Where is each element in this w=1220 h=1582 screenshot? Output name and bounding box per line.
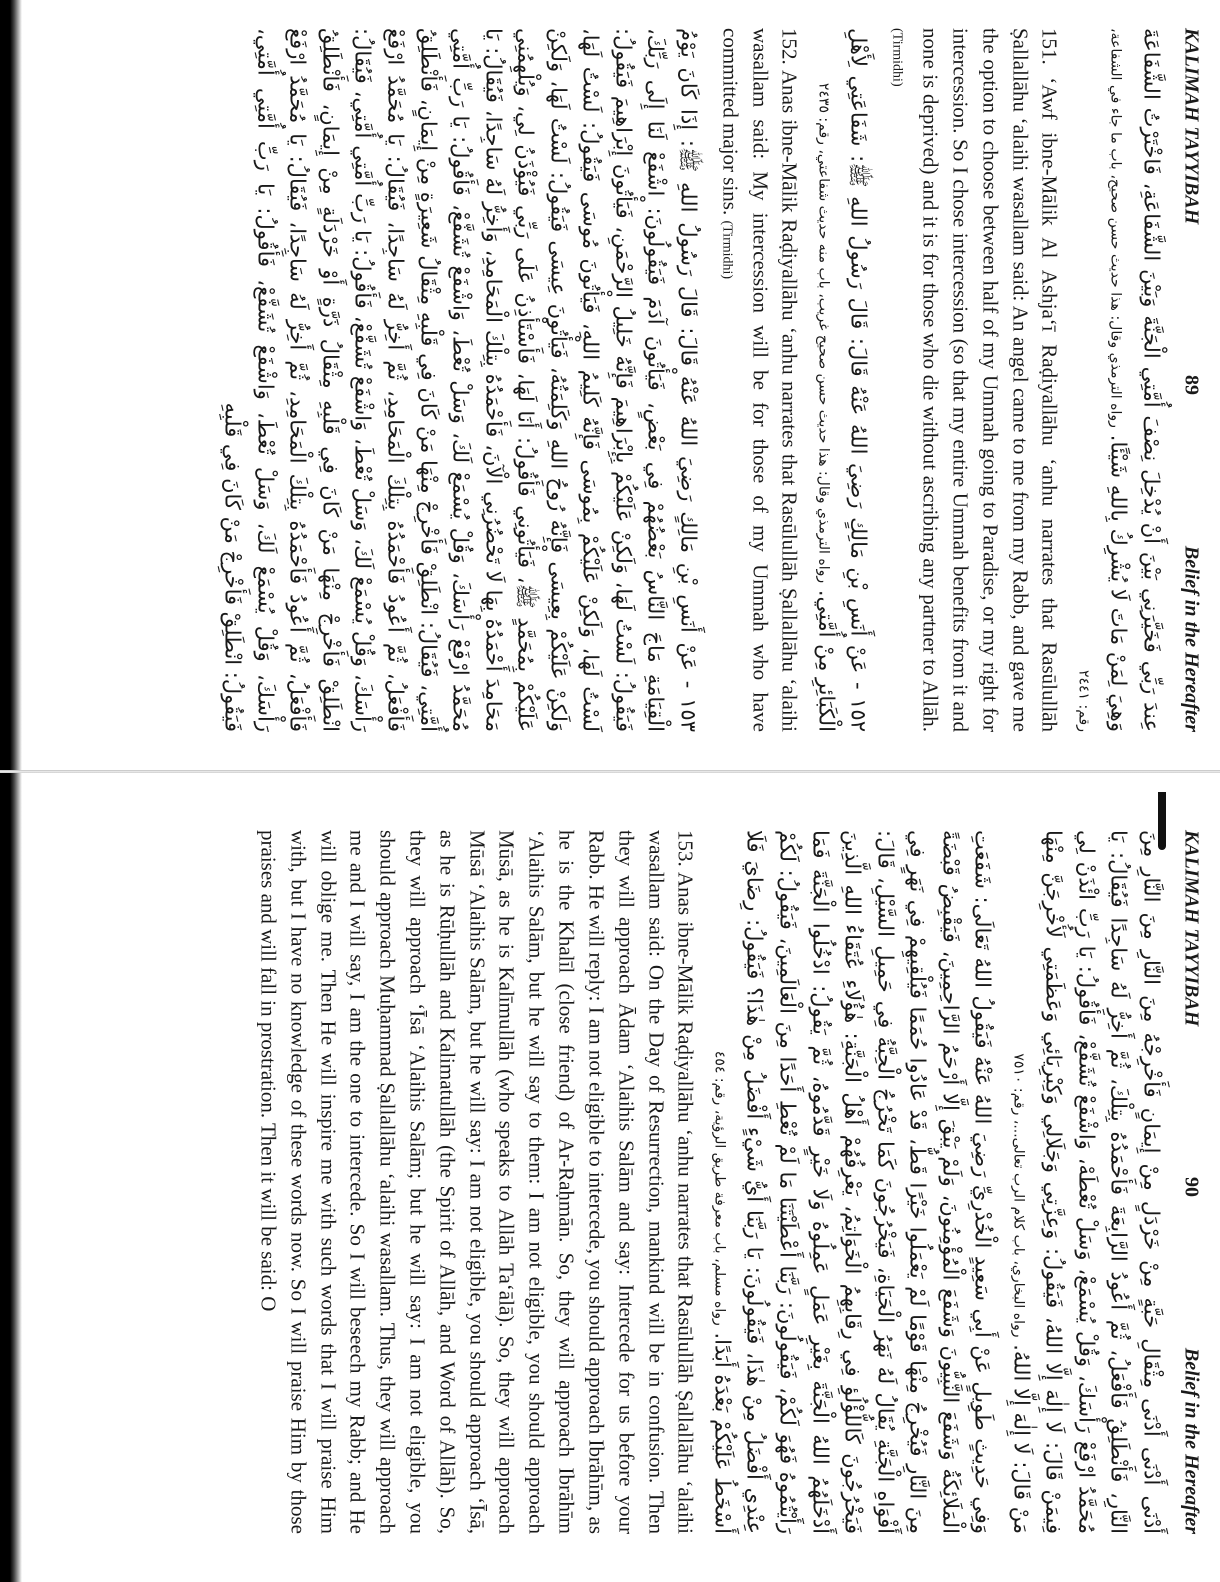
arabic-text: عِندَ رَبِّي فَخَيَّرَنِي بَيْنَ أَنْ يُدْخِلَ نِصْفَ أُمَّتِي الْجَنَّةَ وَبَيْنَ الشَّفَاعَةِ، فَاخْتَرْتُ الشَّفَاعَةَ وَهِيَ لِمَنْ مَاتَ لَا يُشْرِكُ بِاللهِ شَيْئًا. — [1106, 28, 1164, 732]
arabic-text-block: ١٥٣ - عَنْ أَنَسِ بْنِ مَالِكٍ رَضِيَ اللهُ عَنْهُ قَالَ: قَالَ رَسُولُ اللهِ ﷺ: إِذَا كَانَ يَوْمُ الْقِيَامَةِ مَاجَ النَّاسُ بَعْضُهُمْ فِي بَعْضٍ، فَيَأْتُونَ آدَمَ فَيَقُولُونَ: اشْفَعْ لَنَا إِلَى رَبِّكَ، فَيَقُولُ: لَسْتُ لَهَا، وَلَكِنْ عَلَيْكُمْ بِإِبْرَاهِيمَ فَإِنَّهُ خَلِيلُ الرَّحْمَنِ، فَيَأْتُونَ إِبْرَاهِيمَ فَيَقُولُ: لَسْتُ لَهَا، وَلَكِنْ عَلَيْكُمْ بِمُوسَى فَإِنَّهُ كَلِيمُ اللهِ، فَيَأْتُونَ مُوسَى فَيَقُولُ: لَسْتُ لَهَا، وَلَكِنْ عَلَيْكُمْ بِعِيسَى فَإِنَّهُ رُوحُ اللهِ وَكَلِمَتُهُ، فَيَأْتُونَ عِيسَى فَيَقُولُ: لَسْتُ لَهَا، وَلَكِنْ عَلَيْكُمْ بِمُحَمَّدٍ ﷺ، فَيَأْتُونِي فَأَقُولُ: أَنَا لَهَا، فَأَسْتَأْذِنُ عَلَى رَبِّي فَيُؤْذَنُ لِي، وَيُلْهِمُنِي مَحَامِدَ أَحْمَدُهُ بِهَا لَا تَحْضُرُنِي الْآنَ، فَأَحْمَدُهُ بِتِلْكَ الْمَحَامِدِ، وَأَخِرُّ لَهُ سَاجِدًا، فَيُقَالُ: يَا مُحَمَّدُ ارْفَعْ رَأْسَكَ، وَقُلْ يُسْمَعْ لَكَ، وَسَلْ تُعْطَ، وَاشْفَعْ تُشَفَّعْ، فَأَقُولُ: يَا رَبِّ أُمَّتِي أُمَّتِي، فَيُقَالُ: انْطَلِقْ فَأَخْرِجْ مِنْهَا مَنْ كَانَ فِي قَلْبِهِ مِثْقَالُ شَعِيرَةٍ مِنْ إِيمَانٍ، فَأَنْطَلِقُ فَأَفْعَلُ، ثُمَّ أَعُودُ فَأَحْمَدُهُ بِتِلْكَ الْمَحَامِدِ، ثُمَّ أَخِرُّ لَهُ سَاجِدًا، فَيُقَالُ: يَا مُحَمَّدُ ارْفَعْ رَأْسَكَ، وَقُلْ يُسْمَعْ لَكَ، وَسَلْ تُعْطَ، وَاشْفَعْ تُشَفَّعْ، فَأَقُولُ: يَا رَبِّ أُمَّتِي أُمَّتِي، فَيُقَالُ: انْطَلِقْ فَأَخْرِجْ مِنْهَا مَنْ كَانَ فِي قَلْبِهِ مِثْقَالُ ذَرَّةٍ أَوْ خَرْدَلَةٍ مِنْ إِيمَانٍ، فَأَنْطَلِقُ فَأَفْعَلُ، ثُمَّ أَعُودُ فَأَحْمَدُهُ بِتِلْكَ الْمَحَامِدِ، ثُمَّ أَخِرُّ لَهُ سَاجِدًا، فَيُقَالُ: يَا مُحَمَّدُ ارْفَعْ رَأْسَكَ، وَقُلْ يُسْمَعْ لَكَ، وَسَلْ تُعْطَ، وَاشْفَعْ تُشَفَّعْ، فَأَقُولُ: يَا رَبِّ أُمَّتِي أُمَّتِي، فَيَقُولُ: انْطَلِقْ فَأَخْرِجْ مَنْ كَانَ فِي قَلْبِهِ — [220, 28, 701, 732]
hadith-reference: (Tirmidhi) — [889, 28, 905, 87]
arabic-text: وَفِي حَدِيثٍ طَوِيلٍ عَنْ أَبِي سَعِيدٍ الْخُدْرِيِّ رَضِيَ اللهُ عَنْهُ فَيَقُولُ اللهُ تَعَالَى: شَفَعَتِ الْمَلَائِكَةُ وَشَفَعَ النَّبِيُّونَ وَشَفَعَ الْمُؤْمِنُونَ، وَلَمْ يَبْقَ إِلَّا أَرْحَمُ الرَّاحِمِينَ، فَيَقْبِضُ قَبْضَةً مِنَ النَّارِ فَيُخْرِجُ مِنْهَا قَوْمًا لَمْ يَعْمَلُوا خَيْرًا قَطُّ، قَدْ عَادُوا حُمَمًا فَيُلْقِيهِمْ فِي نَهَرٍ فِي أَفْوَاهِ الْجَنَّةِ يُقَالُ لَهُ نَهَرُ الْحَيَاةِ، فَيَخْرُجُونَ كَمَا تَخْرُجُ الْحِبَّةُ فِي حَمِيلِ السَّيْلِ، قَالَ: فَيَخْرُجُونَ كَاللُّؤْلُؤِ فِي رِقَابِهِمُ الْخَوَاتِمُ، يَعْرِفُهُمْ أَهْلُ الْجَنَّةِ: هٰؤُلَاءِ عُتَقَاءُ اللهِ الَّذِينَ أَدْخَلَهُمُ اللهُ الْجَنَّةَ بِغَيْرِ عَمَلٍ عَمِلُوهُ وَلَا خَيْرٍ قَدَّمُوهُ، ثُمَّ يَقُولُ: ادْخُلُوا الْجَنَّةَ فَمَا رَأَيْتُمُوهُ فَهُوَ لَكُمْ، فَيَقُولُونَ: رَبَّنَا أَعْطَيْتَنَا مَا لَمْ تُعْطِ أَحَدًا مِنَ الْعَالَمِينَ، فَيَقُولُ: لَكُمْ عِنْدِي أَفْضَلُ مِنْ هٰذَا، فَيَقُولُونَ: يَا رَبَّنَا أَيُّ شَيْءٍ أَفْضَلُ مِنْ هٰذَا؟ فَيَقُولُ: رِضَايَ فَلَا أَسْخَطُ عَلَيْكُمْ بَعْدَهُ أَبَدًا. — [710, 830, 995, 1534]
arabic-text-block — [1005, 830, 1168, 1534]
page-fold-divider — [0, 770, 1220, 773]
header-chapter-title: Belief in the Hereafter — [1180, 1347, 1203, 1534]
header-chapter-title: Belief in the Hereafter — [1180, 545, 1203, 732]
header-page-number: 90 — [1180, 1177, 1203, 1198]
arabic-source-note: رواه مسلم، باب معرفة طريق الرؤية، رقم: ٤٥٤ — [711, 1050, 728, 1326]
header-page-number: 89 — [1180, 375, 1203, 396]
header-book-title: KALIMAH TAYYIBAH — [1180, 28, 1203, 225]
hadith-152 — [714, 28, 803, 732]
page-90-content — [38, 812, 1213, 1552]
page-90 — [30, 812, 1220, 1552]
page-89 — [30, 10, 1220, 750]
page-89-content — [38, 10, 1213, 750]
header-book-title: KALIMAH TAYYIBAH — [1180, 830, 1203, 1027]
arabic-source-note: رواه البخاري، باب كلام الرب تعالى...، رقم: ٧٥١٠ — [1010, 1053, 1027, 1338]
running-header — [1178, 830, 1203, 1534]
hadith-text: 151. ‘Awf ibne-Mālik Al Ashja‘ī Raḍiyallāhu ‘anhu narrates that Rasūlullāh Ṣallallāhu ‘alaihi wasallam said: An angel came to me from my Rabb, and gave me the option to choose between half of my Ummah going to Paradise, or my right for intercession. So I chose intercession (so that my entire Ummah benefits from it and none is deprived) and it is for those who die without ascribing any partner to Allāh. — [918, 28, 1062, 732]
arabic-text-block — [1070, 28, 1168, 732]
running-header — [1178, 28, 1203, 732]
scan-binding-shadow — [0, 0, 22, 1582]
arabic-text-block — [810, 28, 875, 732]
hadith-text: 153. Anas ibne-Mālik Raḍiyallāhu ‘anhu narrates that Rasūlullāh Ṣallallāhu ‘alaihi wasallam said: On the Day of Resurrection, mankind will be in confusion. Then they will approach Ādam ‘Alaihis Salām and say: Intercede for us before your Rabb. He will reply: I am not eligible to intercede, you should approach Ibrāhīm, as he is the Khalīl (close friend) of Ar-Raḥmān. So, they will approach Ibrāhīm ‘Alaihis Salām, but he will say to them: I am not eligible, you should approach Mūsā, as he is Kalīmullāh (who speaks to Allāh Ta‘ālā). So, they will approach Mūsā ‘Alaihis Salām, but he will say: I am not eligible, you should approach ‘Īsā, as he is Rūḥullāh and Kalimatullāh (the Spirit of Allāh, and Word of Allāh). So, they will approach ‘Īsā ‘Alaihis Salām; but he will say: I am not eligible, you should approach Muḥammad Ṣallallāhu ‘alaihi wasallam. Thus, they will approach me and I will say, I am the one to intercede. So I will beseech my Rabb; and He will oblige me. Then He will inspire me with such words that I will praise Him with, but I have no knowledge of these words now. So I will praise Him by those praises and will fall in prostration. Then it will be said: O — [256, 830, 698, 1534]
hadith-151 — [885, 28, 1064, 732]
hadith-reference: (Tirmidhi) — [719, 220, 735, 280]
hadith-153 — [253, 830, 700, 1534]
hadith-text: 152. Anas ibne-Mālik Raḍiyallāhu ‘anhu narrates that Rasūlullāh Ṣallallāhu ‘alaihi wasallam said: My intercession will be for those of my Ummah who have committed major sins. — [718, 28, 802, 732]
arabic-source-note: رواه الترمذي وقال: هذا حديث حسن صحيح غريب، باب منه حديث شفاعتي، رقم: ٢٤٣٥ — [815, 82, 832, 584]
arabic-text-block — [706, 830, 999, 1534]
arabic-text: ١٥٢ - عَنْ أَنَسِ بْنِ مَالِكٍ رَضِيَ اللهُ عَنْهُ قَالَ: قَالَ رَسُولُ اللهِ ﷺ: شَفَاعَتِي لِأَهْلِ الْكَبَائِرِ مِنْ أُمَّتِي. — [814, 28, 871, 732]
arabic-text: أَدْنَى أَدْنَى أَدْنَى مِثْقَالِ حَبَّةٍ مِنْ خَرْدَلٍ مِنْ إِيمَانٍ فَأَخْرِجْهُ مِنَ النَّارِ مِنَ النَّارِ مِنَ النَّارِ، فَأَنْطَلِقُ فَأَفْعَلُ، ثُمَّ أَعُودُ الرَّابِعَةَ فَأَحْمَدُهُ بِتِلْكَ، ثُمَّ أَخِرُّ لَهُ سَاجِدًا فَيُقَالُ: يَا مُحَمَّدُ ارْفَعْ رَأْسَكَ، وَقُلْ يُسْمَعْ، وَسَلْ تُعْطَهْ، وَاشْفَعْ تُشَفَّعْ، فَأَقُولُ: يَا رَبِّ ائْذَنْ لِي فِيمَنْ قَالَ: لَا إِلٰهَ إِلَّا اللهُ، فَيَقُولُ: وَعِزَّتِي وَجَلَالِي وَكِبْرِيَائِي وَعَظَمَتِي لَأُخْرِجَنَّ مِنْهَا مَنْ قَالَ: لَا إِلٰهَ إِلَّا اللهُ. — [1009, 830, 1164, 1534]
arabic-source-note: رواه الترمذي وقال: هذا حديث حسن صحيح، باب ما جاء في الشفاعة، رقم: ٢٤٤١ — [1075, 28, 1124, 732]
